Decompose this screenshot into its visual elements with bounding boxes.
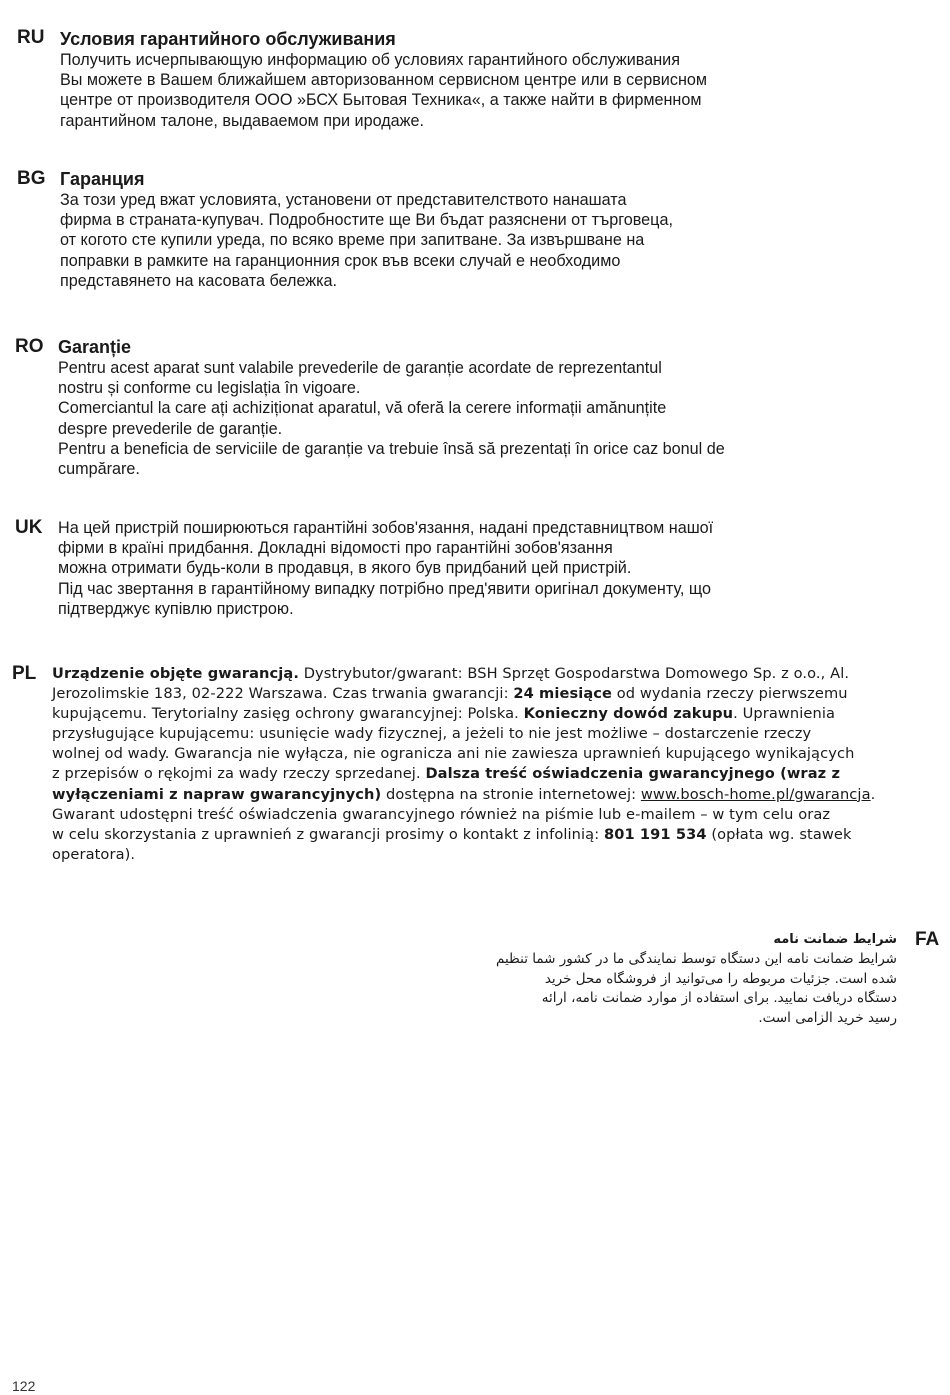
section-ru-line: центре от производителя ООО »БСХ Бытовая Техника«, а также найти в фирменном <box>60 91 702 110</box>
section-pl-body <box>52 664 875 865</box>
pl-text: w celu skorzystania z uprawnień z gwarancji prosimy o kontakt z infolinią: <box>52 825 604 843</box>
pl-text: . <box>870 785 876 803</box>
section-pl-line: wolnej od wady. Gwarancja nie wyłącza, nie ogranicza ani nie zawiesza uprawnień kupującego wynikających <box>52 745 855 763</box>
section-ru-line: Вы можете в Вашем ближайшем авторизованном сервисном центре или в сервисном <box>60 71 708 90</box>
section-uk-body <box>58 518 713 619</box>
section-uk-line: можна отримати будь-коли в продавця, в якого був придбаний цей пристрій. <box>58 559 632 578</box>
section-ru-line: гарантийном талоне, выдаваемом при иродаже. <box>60 111 425 130</box>
warranty-link[interactable]: www.bosch-home.pl/gwarancja <box>640 785 871 803</box>
section-fa-title: شرایط ضمانت نامه <box>773 932 897 947</box>
section-ru-title: Условия гарантийного обслуживания <box>60 29 396 49</box>
section-fa-body <box>496 930 897 1028</box>
section-ro-line: despre prevederile de garanție. <box>58 419 283 438</box>
pl-text: . Uprawnienia <box>733 705 836 723</box>
pl-bold-text: 801 191 534 <box>603 825 707 843</box>
section-ro-line: Pentru acest aparat sunt valabile prevederile de garanție acordate de reprezentantul <box>58 359 662 377</box>
section-ro-title: Garanție <box>58 337 132 357</box>
page-number: 122 <box>12 1378 36 1394</box>
section-bg-title: Гаранция <box>60 169 145 189</box>
pl-bold-text: Konieczny dowód zakupu <box>523 705 734 723</box>
section-pl-line <box>52 825 875 845</box>
section-ro-body <box>58 336 725 479</box>
pl-text: dostępna na stronie internetowej: <box>381 785 641 803</box>
pl-text: Dystrybutor/gwarant: BSH Sprzęt Gospodarstwa Domowego Sp. z o.o., Al. <box>298 665 850 682</box>
section-bg-line: За този уред вжат условията, установени от представителството нанашата <box>60 191 627 209</box>
section-bg-line: представянето на касовата бележка. <box>60 271 338 290</box>
section-fa-line: دستگاه دریافت نمایید. برای استفاده از موارد ضمانت نامه، ارائه <box>541 990 897 1006</box>
pl-bold-text: wyłączeniami z napraw gwarancyjnych) <box>52 785 382 803</box>
section-pl-line <box>52 664 875 684</box>
section-uk-line: фірми в країні придбання. Докладні відомості про гарантійні зобов'язання <box>58 539 613 558</box>
section-ro-line: nostru și conforme cu legislația în vigoare. <box>58 379 361 398</box>
language-code-pl: PL <box>12 663 37 684</box>
section-bg-line: поправки в рамките на гаранционния срок във всеки случай е необходимо <box>60 251 621 270</box>
section-uk-line: підтверджує купівлю пристрою. <box>58 599 294 618</box>
section-uk-line: Під час звертання в гарантійному випадку потрібно пред'явити оригінал документу, що <box>58 579 712 598</box>
pl-text: Jerozolimskie 183, 02-222 Warszawa. Czas trwania gwarancji: <box>52 685 514 703</box>
section-pl-line <box>52 704 875 724</box>
section-fa-line: شرایط ضمانت نامه این دستگاه توسط نمایندگی ما در کشور شما تنظیم <box>495 951 897 967</box>
section-ro-line: cumpărare. <box>58 460 140 479</box>
section-pl-line: przysługujące kupującemu: usunięcie wady fizycznej, a jeżeli to nie jest możliwe – dostarczenie rzeczy <box>52 725 812 743</box>
pl-text: z przepisów o rękojmi za wady rzeczy sprzedanej. <box>52 765 426 783</box>
language-code-ro: RO <box>15 336 44 357</box>
pl-text: kupującemu. Terytorialny zasięg ochrony gwarancyjnej: Polska. <box>52 705 524 723</box>
language-code-uk: UK <box>15 517 43 538</box>
pl-bold-text: Dalsza treść oświadczenia gwarancyjnego (wraz z <box>425 765 841 783</box>
section-bg-line: от когото сте купили уреда, по всяко време при запитване. За извършване на <box>60 231 645 250</box>
language-code-fa: FA <box>915 929 940 950</box>
section-pl-line <box>52 785 875 805</box>
section-ru-line: Получить исчерпывающую информацию об условиях гарантийного обслуживания <box>60 51 680 69</box>
section-ro-line: Pentru a beneficia de serviciile de garanție va trebuie însă să prezentați în orice caz bonul de <box>58 439 725 458</box>
language-code-bg: BG <box>17 168 46 189</box>
section-pl-line <box>52 684 875 704</box>
section-fa-line: شده است. جزئیات مربوطه را می‌توانید از فروشگاه محل خرید <box>544 970 897 987</box>
pl-text: od wydania rzeczy pierwszemu <box>612 685 848 703</box>
section-bg-body <box>60 168 673 291</box>
section-pl-line <box>52 764 875 784</box>
section-ru-body <box>60 28 707 131</box>
section-fa-line: رسید خرید الزامی است. <box>758 1009 897 1026</box>
section-uk-line: На цей пристрій поширюються гарантійні зобов'язання, надані представництвом нашої <box>58 519 714 537</box>
language-code-ru: RU <box>17 27 45 48</box>
section-pl-line: Gwarant udostępni treść oświadczenia gwarancyjnego również na piśmie lub e-mailem – w tym celu oraz <box>52 805 831 823</box>
pl-bold-text: Urządzenie objęte gwarancją. <box>52 665 299 682</box>
section-pl-line: operatora). <box>52 845 136 863</box>
section-ro-line: Comerciantul la care ați achiziționat aparatul, vă oferă la cerere informații amănunțite <box>58 399 667 418</box>
pl-text: (opłata wg. stawek <box>706 825 852 843</box>
section-bg-line: фирма в страната-купувач. Подробностите ще Ви бъдат разяснени от търговеца, <box>60 211 673 230</box>
pl-bold-text: 24 miesiące <box>513 685 613 703</box>
